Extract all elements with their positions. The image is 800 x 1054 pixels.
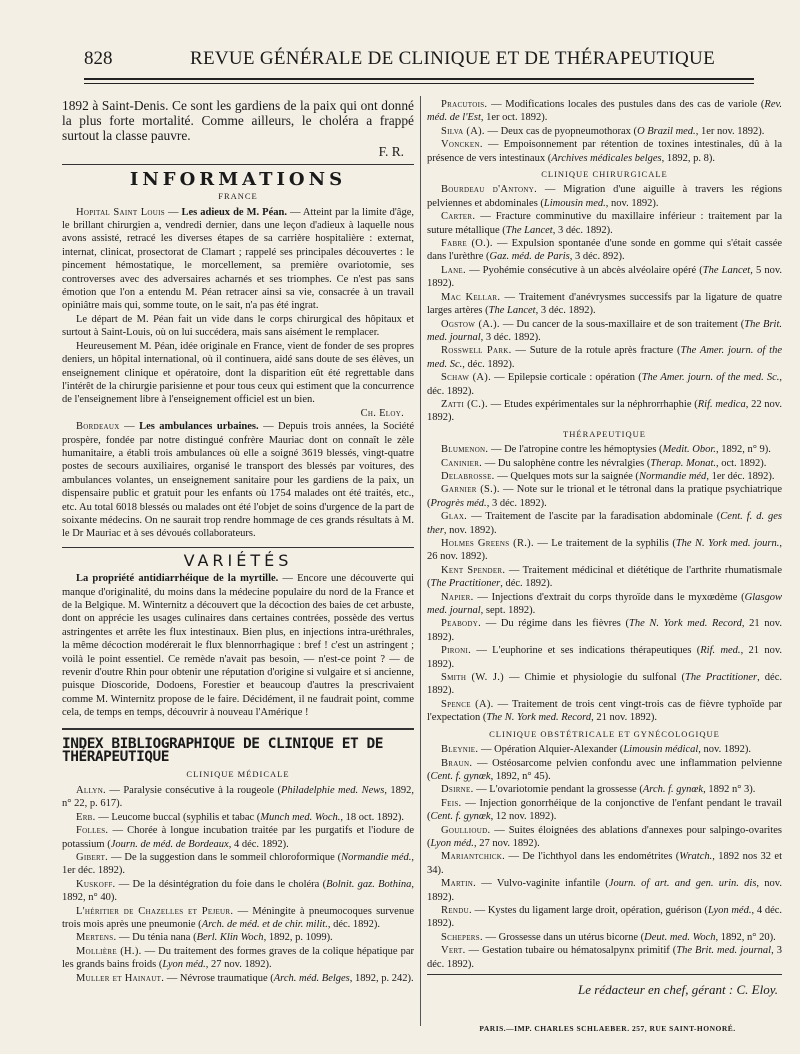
entry-author: Braun. bbox=[441, 757, 473, 769]
entry-title: — De la désintégration du foie dans le choléra ( bbox=[118, 878, 327, 890]
entry-citation: , nov. 1892). bbox=[443, 524, 497, 536]
entry-citation: , 1892, p. 1099). bbox=[263, 932, 333, 944]
entry-citation: , sept. 1892). bbox=[480, 605, 536, 617]
entry-author: Caninier. bbox=[441, 457, 483, 469]
entry-citation: , déc. 1892). bbox=[427, 372, 783, 397]
entry-citation: , 1er nov. 1892). bbox=[695, 125, 765, 137]
entry-citation: , 1892, n° 20). bbox=[715, 931, 776, 943]
entry-author: Mollière (H.). bbox=[76, 945, 142, 957]
entry-source: Limousin med. bbox=[543, 197, 606, 209]
entry-citation: , 1892, n° 9). bbox=[715, 444, 771, 456]
entry-author: Garnier (S.). bbox=[441, 484, 500, 496]
entry-source: The Amer. journ. of the med. Sc. bbox=[641, 372, 780, 384]
entry-author: Fabre (O.). bbox=[441, 238, 493, 250]
hopital-paragraph-3: Heureusement M. Péan, idée originale en France, vient de fonder de ses propres deniers, un hôpital international, où il continuera, aidé sans doute de ses élèves, un enseignement clinique et opératoire, dont la disparition eût été regrettable dans l'intérêt de la chirurgie parisienne et pour tous ceux qui estiment que la concurrence de l'enseignement libre à l'enseignement officiel est un bien. bbox=[62, 340, 414, 406]
entry-source: Berl. Klin Woch bbox=[196, 932, 264, 944]
bibliography-entry bbox=[427, 210, 782, 237]
entry-title: — Etudes expérimentales sur la néphrorrhaphie ( bbox=[490, 398, 698, 410]
bibliography-entry bbox=[427, 877, 782, 904]
page-number: 828 bbox=[84, 48, 113, 69]
entry-citation: , 1892, p. 8). bbox=[661, 152, 715, 164]
journal-title: REVUE GÉNÉRALE DE CLINIQUE ET DE THÉRAPEUTIQUE bbox=[190, 48, 715, 69]
entry-title: — Du ténia nana ( bbox=[119, 932, 197, 944]
entry-source: Munch med. Woch. bbox=[260, 811, 341, 823]
entry-source: The N. York med. journ. bbox=[675, 538, 780, 549]
entry-source: O Brazil med. bbox=[637, 125, 696, 137]
entry-title: — Epilepsie corticale : opération ( bbox=[494, 372, 642, 384]
bibliography-entry bbox=[427, 698, 782, 725]
entry-citation: , 1er déc. 1892). bbox=[62, 851, 415, 877]
bibliography-list bbox=[427, 443, 782, 725]
bibliography-entry bbox=[62, 878, 414, 905]
entry-title: — De l'atropine contre les hémoptysies ( bbox=[490, 444, 663, 456]
entry-citation: , 1892, n° 22, p. 617). bbox=[62, 784, 414, 810]
entry-source: The Brit. med. journal bbox=[676, 945, 772, 957]
entry-title: — Leucome buccal (syphilis et tabac ( bbox=[98, 811, 261, 823]
entry-citation: , nov. 1892). bbox=[605, 197, 659, 209]
bibliography-entry bbox=[427, 98, 782, 125]
entry-author: Zatti (C.). bbox=[441, 398, 488, 410]
bibliography-entry bbox=[427, 457, 782, 470]
right-column bbox=[427, 98, 782, 996]
entry-source: Journ. of art. and gen. urin. dis bbox=[608, 878, 757, 890]
entry-citation: , 4 déc. 1892). bbox=[427, 904, 783, 930]
bibliography-entry bbox=[62, 784, 414, 811]
entry-citation: , 3 déc. 1892). bbox=[486, 497, 547, 509]
bibliography-entry bbox=[427, 510, 782, 537]
entry-citation: , 27 nov. 1892). bbox=[473, 837, 540, 849]
bibliography-entry bbox=[427, 237, 782, 264]
clinique-medicale-subheading: CLINIQUE MÉDICALE bbox=[186, 769, 290, 780]
divider bbox=[62, 547, 414, 548]
entry-source: The N. York med. Record bbox=[486, 712, 592, 724]
entry-source: Rif. medica bbox=[697, 398, 746, 410]
opening-signature: F. R. bbox=[378, 143, 404, 159]
entry-title: — Empoisonnement par rétention de toxines intestinales, dû à la présence de vers intestinaux ( bbox=[427, 139, 783, 164]
entry-author: Rendu. bbox=[441, 904, 472, 916]
hopital-paragraph: Hopital Saint Louis — Les adieux de M. Péan. — Atteint par la limite d'âge, le brillant chirurgien a, vendredi dernier, dans une leçon d'adieux à laquelle nous avons assisté, retracé les diverses étapes de sa carrière hospitalière : externat, internat, clinicat, prosectorat de Clamart ; rappelé ses principales découvertes : le pincement hémostatique, le morcellement, sa première ovariotomie, ses controverses avec des adversaires acharnés et ses triomphes. Ce n'est pas sans émotion que l'on a entendu M. Péan retracer ainsi sa vie, consacrée à un travail opiniâtre mais qui, somme toute, on le sait, n'a pas été ingrat. bbox=[62, 206, 415, 312]
bibliography-entry bbox=[427, 783, 782, 796]
entry-title: — Chorée à longue incubation traitée par les purgatifs et l'iodure de potassium ( bbox=[62, 825, 415, 850]
bibliography-list bbox=[427, 183, 782, 424]
entry-author: Napier. bbox=[441, 591, 474, 603]
bibliography-entry bbox=[62, 811, 414, 824]
entry-title: — Pyohémie consécutive à un abcès alvéolaire opéré ( bbox=[469, 264, 703, 276]
entry-citation: , 18 oct. 1892). bbox=[340, 811, 404, 823]
entry-author: Schepers. bbox=[441, 931, 483, 943]
entry-title: — Traitement médicinal et diététique de l'arthrite rhumatismale ( bbox=[427, 564, 782, 590]
entry-author: Glax. bbox=[441, 511, 468, 523]
entry-title: — Injection gonorrhéique de la conjonctive de l'enfant pendant le travail ( bbox=[427, 797, 782, 823]
bibliography-entry bbox=[427, 931, 782, 944]
entry-citation: , 3 déc. 1892). bbox=[480, 331, 541, 343]
bibliography-entry bbox=[427, 757, 782, 784]
bordeaux-place: Bordeaux bbox=[76, 421, 120, 433]
entry-author: Ogstow (A.). bbox=[441, 318, 500, 330]
entry-author: Carter. bbox=[441, 211, 476, 223]
bordeaux-heading: Les ambulances urbaines. bbox=[139, 421, 259, 433]
entry-author: Schaw (A). bbox=[441, 372, 492, 384]
entry-source: Rif. med. bbox=[700, 645, 741, 657]
entry-title: — Note sur le trional et le tétronal dans la pratique psychiatrique ( bbox=[427, 484, 782, 509]
entry-author: Bourdeau d'Antony. bbox=[441, 184, 538, 196]
entry-title: — Kystes du ligament large droit, opération, guérison ( bbox=[474, 904, 708, 916]
bibliography-entry bbox=[62, 851, 414, 878]
entry-title: — Traitement de l'ascite par la faradisation abdominale ( bbox=[471, 511, 721, 523]
entry-citation: , 3 déc. 1892). bbox=[535, 305, 596, 317]
bibliography-entry bbox=[427, 398, 782, 425]
chirurgicale-subheading: CLINIQUE CHIRURGICALE bbox=[541, 169, 668, 180]
entry-citation: , 12 nov. 1892). bbox=[490, 811, 557, 823]
entry-author: Pironi. bbox=[441, 645, 472, 657]
hopital-paragraph-2: Le départ de M. Péan fait un vide dans le corps chirurgical des hôpitaux et surtout à Saint-Louis, où on lui succédera, mais sans aisément le remplacer. bbox=[62, 313, 414, 339]
entry-title: — Migration d'une aiguille à travers les régions pelviennes et abdominales ( bbox=[427, 184, 783, 209]
entry-source: Cent. f. gynœk bbox=[430, 770, 491, 782]
entry-source: Wratch. bbox=[679, 851, 713, 863]
entry-author: Pracutois. bbox=[441, 99, 488, 110]
bibliography-entry bbox=[427, 483, 782, 510]
hopital-heading: Les adieux de M. Péan. bbox=[181, 206, 287, 218]
entry-citation: , déc. 1892). bbox=[500, 578, 553, 590]
entry-source: Normandie méd bbox=[638, 470, 707, 482]
entry-source: Philadelphie med. News bbox=[280, 784, 385, 796]
bibliography-entry bbox=[427, 371, 782, 398]
printer-imprint: PARIS.—IMP. CHARLES SCHLAEBER. 257, RUE SAINT-HONORÉ. bbox=[479, 1024, 736, 1033]
entry-source: Lyon méd. bbox=[162, 959, 206, 971]
entry-citation: , 3 déc. 892). bbox=[569, 251, 625, 263]
entry-author: Peabody. bbox=[441, 618, 482, 630]
entry-title: — Gestation tubaire ou hématosalpynx primitif ( bbox=[468, 945, 677, 957]
entry-citation: , nov. 1892). bbox=[427, 878, 782, 903]
divider bbox=[62, 164, 414, 165]
entry-citation: , déc. 1892). bbox=[427, 672, 782, 697]
entry-title: — Ostéosarcome pelvien confondu avec une inflammation pelvienne ( bbox=[427, 757, 783, 782]
entry-citation: , déc. 1892). bbox=[462, 358, 515, 370]
bibliography-list bbox=[427, 98, 782, 165]
entry-title: — Méningite à pneumocoques survenue trois mois après une pneumonie ( bbox=[62, 905, 414, 930]
entry-source: Normandie méd. bbox=[341, 851, 412, 863]
divider bbox=[427, 974, 782, 975]
entry-source: Archives médicales belges bbox=[551, 152, 662, 164]
entry-title: — Du salophène contre les névralgies ( bbox=[484, 457, 651, 469]
myrtille-paragraph bbox=[62, 572, 414, 719]
entry-author: Voncken. bbox=[441, 139, 483, 151]
bibliography-entry bbox=[62, 972, 414, 985]
entry-author: Smith (W. J.) bbox=[441, 672, 504, 684]
entry-citation: , 1892 nos 32 et 34). bbox=[427, 851, 783, 876]
entry-source: The Amer. journ. of the med. Sc. bbox=[427, 345, 783, 370]
entry-title: — Du traitement des formes graves de la colique hépatique par les grands bains froids ( bbox=[62, 945, 415, 971]
entry-source: Lyon méd. bbox=[707, 904, 752, 916]
entry-title: — L'ovariotomie pendant la grossesse ( bbox=[476, 784, 643, 796]
entry-title: — Grossesse dans un utérus bicorne ( bbox=[485, 931, 645, 943]
bibliography-entry bbox=[427, 797, 782, 824]
entry-source: Therap. Monat. bbox=[650, 457, 716, 469]
bibliography-entry bbox=[427, 850, 782, 877]
entry-title: — Injections d'extrait du corps thyroïde dans le myxœdème ( bbox=[477, 591, 745, 603]
left-column bbox=[62, 98, 414, 985]
entry-title: — De la suggestion dans le sommeil chloroformique ( bbox=[111, 851, 342, 863]
bibliography-entry bbox=[427, 591, 782, 618]
entry-citation: , 3 déc. 1892). bbox=[427, 945, 783, 970]
entry-source: Progrès méd. bbox=[430, 497, 487, 509]
bibliography-entry bbox=[427, 671, 782, 698]
entry-citation: , nov. 1892). bbox=[698, 744, 751, 756]
entry-title: — L'euphorine et ses indications thérapeutiques ( bbox=[476, 645, 701, 657]
entry-source: Arch. de méd. et de chir. milit. bbox=[201, 918, 328, 930]
entry-source: The Lancet bbox=[505, 224, 553, 236]
entry-citation: , déc. 1892). bbox=[327, 918, 381, 930]
column-separator bbox=[420, 96, 421, 1026]
header-rule bbox=[84, 78, 754, 80]
entry-author: Blumenon. bbox=[441, 444, 489, 456]
hopital-place: Hopital Saint Louis bbox=[76, 206, 165, 218]
varietes-heading: VARIÉTÉS bbox=[183, 550, 293, 570]
bibliography-entry bbox=[427, 183, 782, 210]
entry-author: Bleynie. bbox=[441, 744, 479, 756]
myrtille-heading: La propriété antidiarrhéique de la myrtille. bbox=[76, 573, 279, 585]
obstetricale-subheading: CLINIQUE OBSTÉTRICALE ET GYNÉCOLOGIQUE bbox=[489, 728, 720, 739]
entry-source: The N. York med. Record bbox=[629, 618, 742, 630]
bordeaux-text: — Depuis trois années, la Société prospère, fondée par notre distingué confrère Mauriac dont on connaît le zèle humanitaire, a établi trois ambulances où elle a soigné 3619 blessés, vingt-quatre postes de secours auxiliaires, organisé le transport des blessés par voitures, des ambulances volantes, un enseignement sanitaire pour les gardiens de la paix, un dispensaire public et gratuit pour les enfants où 1754 malades ont été traités, etc., etc. Au total 6018 blessés ou malades ont été l'objet de soins d'urgence de la part de soixante médecins. On ne saurait trop rendre hommage de ces grands résultats à M. le Dr Mauriac et à ses dévoués collaborateurs. bbox=[62, 421, 415, 540]
entry-author: Delabrosse. bbox=[441, 470, 495, 482]
entry-title: — Névrose traumatique ( bbox=[166, 972, 274, 984]
entry-citation: , 1892, n° 45). bbox=[490, 770, 551, 782]
entry-source: The Lancet bbox=[702, 264, 751, 276]
entry-title: — Fracture comminutive du maxillaire inférieur : traitement par la suture métallique ( bbox=[427, 211, 782, 236]
entry-title: — Suture de la rotule après fracture ( bbox=[515, 345, 681, 357]
entry-citation: , 1er déc. 1892). bbox=[706, 470, 775, 482]
entry-source: Arch. méd. Belges bbox=[273, 972, 350, 984]
entry-citation: , 1892, p. 242). bbox=[349, 972, 414, 984]
entry-title: — Paralysie consécutive à la rougeole ( bbox=[109, 784, 281, 796]
entry-citation: , 21 nov. 1892). bbox=[591, 712, 657, 724]
hopital-text: — Atteint par la limite d'âge, le brillant chirurgien a, vendredi dernier, dans une leçon d'adieux à laquelle nous avons assisté, retracé les diverses étapes de sa carrière hospitalière : externat, internat, clinicat, prosectorat de Clamart ; rappelé ses principales découvertes : le pincement hémostatique, le morcellement, sa première ovariotomie, ses controverses avec des adversaires acharnés et ses triomphes. Ce n'est pas sans émotion que l'on a entendu M. Péan retracer ainsi sa vie, consacrée à un travail opiniâtre mais qui, somme toute, on le sait, n'a pas été ingrat. bbox=[62, 206, 415, 312]
entry-author: Lane. bbox=[441, 264, 466, 276]
entry-author: Mac Kellar. bbox=[441, 291, 501, 303]
entry-title: — Le traitement de la syphilis ( bbox=[537, 538, 676, 549]
header-rule-thin bbox=[84, 83, 754, 84]
entry-title: — Traitement de trois cent vingt-trois cas de fièvre typhoïde par l'expectation ( bbox=[427, 698, 782, 724]
entry-source: Bolnit. gaz. Bothina bbox=[326, 878, 412, 890]
bibliography-entry bbox=[427, 291, 782, 318]
entry-source: The Brit. med. journal bbox=[427, 318, 783, 343]
entry-source: Glasgow med. journal bbox=[427, 591, 783, 617]
entry-citation: , oct. 1892). bbox=[715, 457, 767, 469]
entry-author: Holmes Greens (R.). bbox=[441, 538, 534, 549]
entry-author: Martin. bbox=[441, 878, 477, 890]
entry-title: — Expulsion spontanée d'une sonde en gomme qui s'était cassée dans l'urèthre ( bbox=[427, 238, 783, 263]
divider bbox=[62, 728, 414, 730]
entry-citation: , 4 déc. 1892). bbox=[228, 838, 289, 850]
entry-citation: , 22 nov. 1892). bbox=[427, 398, 783, 424]
entry-source: Gaz. méd. de Paris bbox=[489, 251, 570, 263]
bordeaux-paragraph: Bordeaux — Les ambulances urbaines. — Depuis trois années, la Société prospère, fondée par notre distingué confrère Mauriac dont on connaît le zèle humanitaire, a établi trois ambulances où elle a soigné 3619 blessés, vingt-quatre postes de secours auxiliaires, organisé le transport des blessés par voitures, des ambulances volantes, un enseignement sanitaire pour les gardiens de la paix, un dispensaire public et gratuit pour les enfants où 1754 malades ont été traités, etc., etc. Au total 6018 blessés ou malades ont été l'objet de soins d'urgence de la part de soixante médecins. On ne saurait trop rendre hommage de ces grands résultats à M. le Dr Mauriac et à ses dévoués collaborateurs. bbox=[62, 421, 415, 540]
entry-source: Limousin médical bbox=[623, 744, 699, 756]
entry-author: L'héritier de Chazelles et Pejeur. bbox=[76, 905, 234, 917]
entry-title: — Quelques mots sur la saignée ( bbox=[497, 470, 639, 482]
entry-title: — Deux cas de pyopneumothorax ( bbox=[487, 125, 638, 137]
informations-heading: INFORMATIONS bbox=[129, 168, 347, 190]
bibliography-entry bbox=[427, 824, 782, 851]
entry-author: Feis. bbox=[441, 797, 462, 809]
editor-line: Le rédacteur en chef, gérant : C. Eloy. bbox=[577, 982, 778, 997]
entry-author: Folles. bbox=[76, 825, 109, 837]
entry-title: — Traitement d'anévrysmes successifs par la ligature de quatre larges artères ( bbox=[427, 291, 783, 317]
entry-citation: , 1892, n° 40). bbox=[62, 878, 415, 904]
bibliography-entry bbox=[427, 743, 782, 756]
bibliography-entry bbox=[427, 470, 782, 483]
bibliography-entry bbox=[427, 904, 782, 931]
entry-title: — Du cancer de la sous-maxillaire et de son traitement ( bbox=[502, 318, 745, 330]
bibliography-entry bbox=[427, 644, 782, 671]
entry-author: Kent Spender. bbox=[441, 564, 506, 576]
entry-author: Mertens. bbox=[76, 932, 117, 944]
bibliography-entry bbox=[427, 617, 782, 644]
entry-citation: , 5 nov. 1892). bbox=[427, 264, 783, 290]
entry-citation: , 3 déc. 1892). bbox=[552, 224, 613, 236]
bibliography-entry bbox=[62, 945, 414, 972]
bibliography-entry bbox=[427, 138, 782, 165]
bibliography-entry bbox=[427, 264, 782, 291]
entry-title: — Du régime dans les fièvres ( bbox=[485, 618, 630, 630]
entry-author: Erb. bbox=[76, 811, 96, 823]
france-subheading: FRANCE bbox=[218, 191, 258, 202]
entry-title: — Modifications locales des pustules dans des cas de variole ( bbox=[491, 99, 765, 110]
entry-citation: , 1er oct. 1892). bbox=[480, 112, 548, 124]
entry-citation: , 21 nov. 1892). bbox=[427, 645, 783, 670]
entry-title: — Chimie et physiologie du sulfonal ( bbox=[509, 672, 686, 684]
entry-title: — Suites éloignées des ablations d'annexes pour salpingo-ovarites ( bbox=[427, 824, 782, 849]
entry-source: Journ. de méd. de Bordeaux bbox=[110, 838, 229, 850]
entry-title: — Vulvo-vaginite infantile ( bbox=[481, 878, 609, 890]
bibliography-entry bbox=[427, 344, 782, 371]
entry-author: Silva (A). bbox=[441, 125, 485, 137]
bibliography-entry bbox=[427, 318, 782, 345]
entry-citation: , 1892 n° 3). bbox=[703, 784, 756, 796]
therapeutique-subheading: THÉRAPEUTIQUE bbox=[563, 428, 646, 439]
bibliography-entry bbox=[62, 824, 414, 851]
entry-source: Cent. f. d. ges ther bbox=[427, 511, 783, 536]
bibliography-entry bbox=[427, 443, 782, 456]
hopital-signature: Ch. Eloy. bbox=[360, 407, 404, 419]
entry-source: Medit. Obor. bbox=[662, 444, 716, 456]
entry-author: Kuskoff. bbox=[76, 878, 116, 890]
entry-author: Gibert. bbox=[76, 851, 109, 863]
entry-author: Muller et Hainaut. bbox=[76, 972, 165, 984]
entry-source: The Practitioner bbox=[430, 578, 501, 590]
entry-title: — De l'ichthyol dans les endométrites ( bbox=[508, 851, 680, 863]
bibliography-list bbox=[62, 784, 414, 985]
bibliography-list bbox=[427, 743, 782, 971]
opening-paragraph: 1892 à Saint-Denis. Ce sont les gardiens de la paix qui ont donné la plus forte mortalité. Comme ailleurs, le choléra a frappé surtout la classe pauvre. bbox=[62, 98, 414, 144]
entry-source: Arch. f. gynœk bbox=[642, 784, 704, 796]
entry-source: The Lancet bbox=[488, 305, 536, 317]
entry-author: Rosswell Park. bbox=[441, 345, 512, 357]
page-header bbox=[0, 44, 800, 74]
entry-citation: , 21 nov. 1892). bbox=[427, 618, 782, 643]
entry-source: Deut. med. Woch bbox=[644, 931, 716, 943]
bibliography-entry bbox=[427, 537, 782, 564]
entry-author: Spence (A). bbox=[441, 698, 494, 710]
bibliography-entry bbox=[427, 125, 782, 138]
entry-author: Mariantchick. bbox=[441, 851, 506, 863]
entry-source: The Practitioner bbox=[685, 672, 758, 684]
bibliography-entry bbox=[62, 905, 414, 932]
bibliography-entry bbox=[427, 944, 782, 971]
entry-author: Dsirne. bbox=[441, 784, 474, 796]
entry-author: Allyn. bbox=[76, 784, 106, 796]
index-heading: INDEX BIBLIOGRAPHIQUE DE CLINIQUE ET DE THÉRAPEUTIQUE bbox=[62, 735, 383, 766]
entry-title: — Opération Alquier-Alexander ( bbox=[480, 744, 624, 756]
entry-source: Lyon méd. bbox=[430, 837, 474, 849]
entry-source: Rev. méd. de l'Est bbox=[427, 99, 782, 124]
bibliography-entry bbox=[427, 564, 782, 591]
entry-author: Vert. bbox=[441, 945, 466, 957]
entry-source: Cent. f. gynœk bbox=[430, 811, 491, 823]
myrtille-text: — Encore une découverte qui manque d'originalité, du moins dans la médecine populaire du nord de la France et de la Belgique. M. Winternitz a découvert que la décoction des baies de cet arbuste, dont on apprécie les usages culinaires dans certaines contrées, possède des vertus astringentes et arrête les flux intestinaux. Bien plus, en injections intra-uréthrales, la même décoction modérerait le flux blennorrhagique : bref ! c'est un astringent ; voilà le point essentiel. Ce remède n'avait pas besoin, — n'est-ce point ? — de revenir d'outre Rhin pour obtenir une réputation d'origine si vulgaire et si ancienne, puisque Dioscoride, Dodoens, Forestier et beaucoup d'autres la prescrivaient comme M. Winternitz propose de le faire. Décidément, il ne faudrait point, comme cela, de temps en temps, découvrir à nouveau l'Amérique ! bbox=[62, 573, 414, 719]
entry-author: Goullioud. bbox=[441, 824, 491, 836]
entry-citation: , 27 nov. 1892). bbox=[205, 959, 272, 971]
bibliography-entry bbox=[62, 931, 414, 944]
entry-citation: , 26 nov. 1892). bbox=[427, 538, 783, 563]
